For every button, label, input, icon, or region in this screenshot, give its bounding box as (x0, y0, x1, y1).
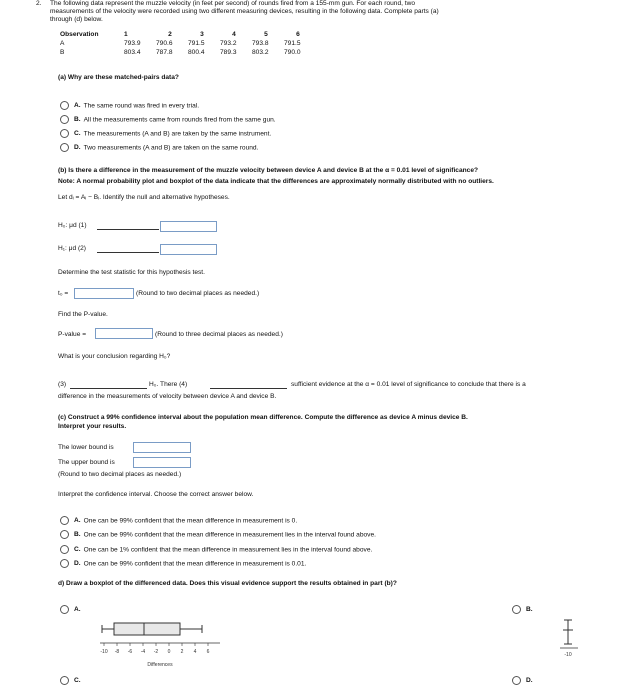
question-number: 2. (36, 0, 42, 7)
boxplot-a (90, 612, 230, 670)
h0-input[interactable] (160, 221, 217, 232)
part-a-option-c[interactable]: C. The measurements (A and B) are taken by the same instrument. (60, 129, 271, 138)
radio-button[interactable] (60, 101, 69, 110)
observation-table (58, 31, 314, 58)
radio-button[interactable] (60, 605, 69, 614)
lower-bound-label: The lower bound is (58, 444, 114, 451)
intro-line-2: measurements of the velocity were recorded using two different measuring devices, resulting in the following data. Complete parts (a) (50, 8, 439, 16)
boxplot-b-tick-label: -10 (564, 652, 572, 658)
table-cell: 793.2 (220, 40, 237, 48)
table-cell: 800.4 (188, 49, 205, 57)
table-row (58, 40, 314, 49)
boxplot-ticks (100, 643, 209, 655)
table-cell: 803.4 (124, 49, 141, 57)
part-d-option-a[interactable]: A. (60, 605, 84, 614)
part-b-prompt: (b) Is there a difference in the measurement of the muzzle velocity between device A and device B at the α = 0.01 level of significance? (58, 167, 479, 174)
boxplot-tick-label: -10 (100, 649, 108, 655)
part-d-prompt: d) Draw a boxplot of the differenced data. Does this visual evidence support the results obtained in part (b)? (58, 580, 397, 587)
radio-button[interactable] (60, 115, 69, 124)
part-a-prompt: (a) Why are these matched-pairs data? (58, 74, 179, 81)
upper-bound-label: The upper bound is (58, 459, 115, 466)
pvalue-prompt: Find the P-value. (58, 311, 108, 318)
part-c-hint: (Round to two decimal places as needed.) (58, 471, 182, 478)
conclusion-part3: sufficient evidence at the α = 0.01 level of significance to conclude that there is a (291, 381, 526, 388)
boxplot-tick-label: 0 (167, 649, 171, 655)
t0-input[interactable] (74, 288, 134, 299)
radio-button[interactable] (60, 143, 69, 152)
boxplot-tick-label: -8 (114, 649, 120, 655)
table-header-cell: 6 (296, 31, 300, 39)
table-header-cell: Observation (60, 31, 99, 39)
intro-line-3: through (d) below. (50, 16, 103, 24)
part-a-option-d[interactable]: D. Two measurements (A and B) are taken on the same round. (60, 143, 258, 152)
table-header-row (58, 31, 314, 40)
question-intro (36, 0, 610, 25)
h1-input[interactable] (160, 244, 217, 255)
conclusion-prompt: What is your conclusion regarding H₀? (58, 353, 171, 360)
boxplot-tick-label: 6 (206, 649, 210, 655)
h1-dropdown-line[interactable] (97, 252, 159, 253)
part-a-option-b[interactable]: B. All the measurements came from rounds fired from the same gun. (60, 115, 276, 124)
table-cell: 787.8 (156, 49, 173, 57)
t0-label: t₀ = (58, 290, 69, 297)
h0-dropdown-line[interactable] (97, 229, 159, 230)
radio-button[interactable] (60, 129, 69, 138)
conclusion-part2: H₀. There (4) (149, 381, 188, 388)
radio-button[interactable] (512, 605, 521, 614)
part-c-option-d[interactable]: D. One can be 99% confident that the mean difference in measurement is 0.01. (60, 559, 306, 568)
radio-button[interactable] (60, 530, 69, 539)
boxplot-b (560, 618, 580, 664)
conclusion-part1: (3) (58, 381, 67, 388)
conclusion-dropdown-4[interactable] (210, 388, 287, 389)
part-c-option-a[interactable]: A. One can be 99% confident that the mean difference in measurement is 0. (60, 516, 297, 525)
upper-bound-input[interactable] (133, 457, 191, 468)
intro-line-1: The following data represent the muzzle velocity (in feet per second) of rounds fired from a 155-mm gun. For each round, two (50, 0, 416, 7)
h1-label: H₁: μd (2) (58, 245, 87, 252)
part-c-prompt-1: (c) Construct a 99% confidence interval about the population mean difference. Compute the difference as device A minus device B. (58, 414, 468, 421)
table-cell: 803.2 (252, 49, 269, 57)
part-b-let-text: Let dᵢ = Aᵢ − Bᵢ. Identify the null and alternative hypotheses. (58, 194, 230, 201)
boxplot-tick-label: -4 (140, 649, 146, 655)
table-cell: 793.9 (124, 40, 141, 48)
boxplot-tick-label: 4 (193, 649, 197, 655)
radio-button[interactable] (512, 676, 521, 685)
table-header-cell: 1 (124, 31, 128, 39)
table-header-cell: 4 (232, 31, 236, 39)
pvalue-hint: (Round to three decimal places as needed.) (155, 331, 283, 338)
h0-label: H₀: μd (1) (58, 222, 87, 229)
table-cell: 790.0 (284, 49, 301, 57)
table-header-cell: 2 (168, 31, 172, 39)
boxplot-axis-label: Differences (147, 662, 173, 668)
pvalue-input[interactable] (95, 328, 153, 339)
radio-button[interactable] (60, 676, 69, 685)
row-label: A (60, 40, 65, 48)
pvalue-label: P-value = (58, 331, 87, 338)
radio-button[interactable] (60, 559, 69, 568)
part-c-prompt-2: Interpret your results. (58, 423, 127, 430)
table-cell: 793.8 (252, 40, 269, 48)
table-cell: 790.6 (156, 40, 173, 48)
table-cell: 789.3 (220, 49, 237, 57)
part-b-note: Note: A normal probability plot and boxplot of the data indicate that the differences are approximately normally distributed with no outliers. (58, 178, 494, 185)
part-a-option-a[interactable]: A. The same round was fired in every trial. (60, 101, 199, 110)
t0-hint: (Round to two decimal places as needed.) (136, 290, 260, 297)
part-c-option-c[interactable]: C. One can be 1% confident that the mean difference in measurement lies in the interval found above. (60, 545, 372, 554)
conclusion-dropdown-3[interactable] (70, 388, 147, 389)
radio-button[interactable] (60, 545, 69, 554)
boxplot-box (114, 623, 180, 635)
interpret-prompt: Interpret the confidence interval. Choose the correct answer below. (58, 491, 254, 498)
table-row (58, 49, 314, 58)
radio-button[interactable] (60, 516, 69, 525)
table-cell: 791.5 (284, 40, 301, 48)
part-d-option-c[interactable]: C. (60, 676, 84, 685)
table-header-cell: 5 (264, 31, 268, 39)
part-c-option-b[interactable]: B. One can be 99% confident that the mean difference in measurement lies in the interval found above. (60, 530, 376, 539)
stat-prompt: Determine the test statistic for this hypothesis test. (58, 269, 205, 276)
lower-bound-input[interactable] (133, 442, 191, 453)
table-cell: 791.5 (188, 40, 205, 48)
part-d-option-d[interactable]: D. (512, 676, 536, 685)
part-d-option-b[interactable]: B. (512, 605, 536, 614)
boxplot-tick-label: -6 (127, 649, 133, 655)
conclusion-line2: difference in the measurements of velocity between device A and device B. (58, 393, 277, 400)
boxplot-tick-label: 2 (180, 649, 184, 655)
boxplot-tick-label: -2 (153, 649, 159, 655)
row-label: B (60, 49, 65, 57)
table-header-cell: 3 (200, 31, 204, 39)
